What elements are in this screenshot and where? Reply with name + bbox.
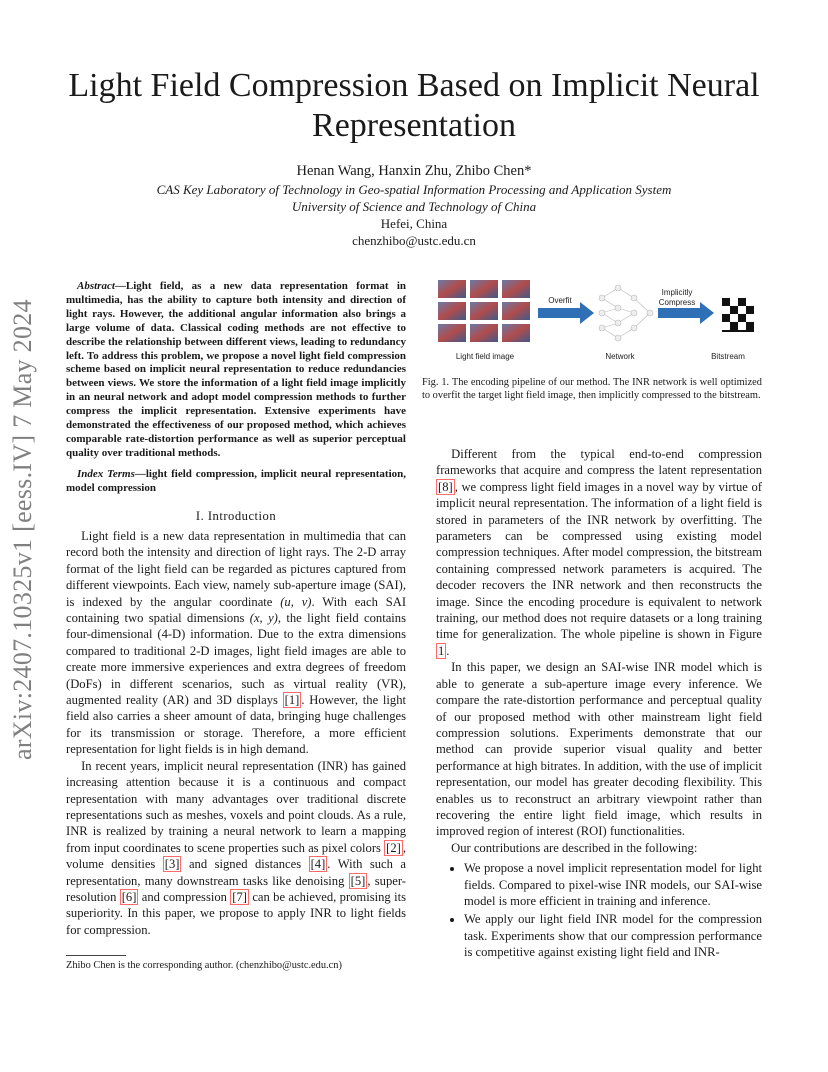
citation-link[interactable]: [3]: [164, 857, 180, 872]
text-run: . With each SAI containing two spatial dimensions: [66, 594, 407, 626]
figure-caption: Fig. 1. The encoding pipeline of our method. The INR network is well optimized to overfit the target light field image, then implicitly compressed to the bitstream.: [422, 377, 762, 401]
citation-link[interactable]: [2]: [386, 840, 401, 855]
intro-right-column: [436, 446, 762, 963]
label-light-field: Light field image: [455, 352, 515, 361]
math-uv: (u, v): [280, 594, 312, 609]
footnote: Zhibo Chen is the corresponding author. (chenzhibo@ustc.edu.cn): [66, 960, 342, 971]
index-terms-lead: Index Terms: [77, 468, 135, 480]
overfit-arrow: [538, 302, 594, 324]
title-line-2: Representation: [312, 107, 516, 144]
citation-link[interactable]: [1]: [284, 693, 300, 708]
text-run: , we compress light field images in a novel way by virtue of implicit neural representation. The information of a light field is stored in parameters of the INR network by overfitting. The parameters can be compressed using existing model compression techniques. After model compression, the bitstream containing compressed network parameters is acquired. The decoder recovers the INR network and then reconstructs the image. Since the encoding procedure is equivalent to network training, our method does not require datasets or a long training time for generalization. The whole pipeline is shown in Figure: [436, 479, 762, 642]
text-run: and signed distances: [181, 857, 309, 872]
label-implicitly: Implicitly: [661, 288, 693, 297]
abstract: [66, 280, 406, 461]
text-run: Light field is a new data representation in multimedia that can record both the intensity and direction of light rays. The 2-D array format of the light field can be regarded as pictures captured from different viewpoints. Each view, namely sub-aperture image (SAI), is indexed by the angular coordinate: [66, 529, 406, 609]
index-terms: [66, 468, 406, 496]
citation-link[interactable]: [5]: [350, 873, 366, 888]
text-run: . However, the light field also carries a sheer amount of data, bringing huge challenges for its transmission or storage. Therefore, a more efficient representation for light fields is in high demand.: [66, 693, 406, 757]
text-run: , the light field contains four-dimensional (4-D) information. Due to the extra dimensions compared to traditional 2-D images, light field images are able to create more immersive experiences and extra degrees of freedom (DoFs) in different scenarios, such as virtual reality (VR), augmented reality (AR) and 3D displays: [66, 611, 406, 708]
text-run: and compression: [138, 889, 231, 904]
contribution-item: • We propose a novel implicit representation model for light fields. Compared to pixel-wise INR models, our SAI-wise model is more efficient in training and inference.: [464, 860, 762, 909]
contribution-list: [436, 860, 762, 960]
text-run: , volume densities: [66, 840, 406, 872]
authors: Henan Wang, Hanxin Zhu, Zhibo Chen*: [296, 163, 532, 179]
location: Hefei, China: [380, 216, 448, 231]
contribution-item: • We apply our light field INR model for the compression task. Experiments show that our compression performance is competitive against existing light field and INR-: [464, 911, 762, 960]
citation-link[interactable]: [8]: [438, 479, 453, 494]
figure-link[interactable]: 1: [438, 643, 445, 658]
pipeline-diagram: [436, 278, 766, 348]
math-xy: (x, y): [249, 611, 278, 626]
text-run: . With such a representation, many downstream tasks like denoising: [66, 857, 406, 888]
section-heading: I. Introduction: [195, 509, 277, 523]
footnote-rule: [66, 955, 126, 956]
light-field-grid: [438, 280, 530, 342]
text-run: , super-resolution: [66, 873, 406, 904]
network-icon: [599, 285, 653, 341]
text-run: In recent years, implicit neural representation (INR) has gained increasing attention because it is a continuous and compact representation with many advantages over traditional discrete representations such as meshes, voxels and point clouds. As a rule, INR is realized by training a neural network to learn a mapping from input coordinates to scene properties such as pixel colors: [66, 758, 406, 855]
right-paragraph-3: Our contributions are described in the following:: [451, 840, 698, 855]
intro-paragraph-2: [66, 758, 406, 938]
intro-left-column: [66, 528, 406, 938]
abstract-lead: Abstract: [77, 280, 115, 292]
paper-title: [0, 66, 828, 146]
title-line-1: Light Field Compression Based on Implicit Neural: [68, 67, 760, 104]
citation-link[interactable]: [4]: [310, 857, 326, 872]
citation-link[interactable]: [7]: [232, 889, 247, 904]
citation-link[interactable]: [6]: [121, 889, 137, 904]
text-run: .: [446, 643, 450, 658]
right-paragraph-1: [436, 446, 762, 659]
text-run: can be achieved, promising its superiority. In this paper, we propose to apply INR to light fields for compression.: [66, 889, 406, 937]
abstract-text: —Light field, as a new data representation format in multimedia, has the ability to capture both intensity and direction of light rays. However, the additional angular information also brings a large volume of data. Classical coding methods are not effective to describe the relationship between different views, leading to redundancy left. To address this problem, we propose a novel light field compression scheme based on implicit neural representation to reduce redundancies between views. We store the information of a light field image implicitly in an neural network and adopt model compression methods to further compress the implicit representation. Extensive experiments have demonstrated the effectiveness of our proposed method, which achieves comparable rate-distortion performance as well as superior perceptual quality over traditional methods.: [66, 280, 406, 459]
label-bitstream: Bitstream: [711, 352, 745, 361]
affiliation-1: CAS Key Laboratory of Technology in Geo-spatial Information Processing and Application System: [156, 182, 672, 197]
label-overfit: Overfit: [548, 296, 572, 305]
label-network: Network: [605, 352, 635, 361]
label-compress: Compress: [658, 298, 696, 307]
arxiv-stamp: arXiv:2407.10325v1 [eess.IV] 7 May 2024: [8, 299, 37, 760]
intro-paragraph-1: [66, 528, 406, 758]
text-run: Different from the typical end-to-end compression frameworks that acquire and compress the latent representation: [436, 447, 762, 478]
index-terms-text: —light field compression, implicit neural representation, model compression: [66, 468, 406, 494]
email: chenzhibo@ustc.edu.cn: [352, 233, 476, 248]
affiliation-2: University of Science and Technology of China: [291, 199, 537, 214]
right-paragraph-2: In this paper, we design an SAI-wise INR model which is able to generate a sub-aperture image every inference. We compare the rate-distortion performance and perceptual quality of our proposed method with other mainstream light field compression solutions. Experiments demonstrate that our method can provide superior visual quality and better performance at high bitrates. In addition, with the use of implicit representation, our model has greater decoding flexibility. This enables us to reconstruct an arbitrary viewpoint rather than recovering the entire light field image, which results in improved region of interest (ROI) functionalities.: [436, 660, 762, 839]
bitstream-icon: [722, 298, 754, 332]
